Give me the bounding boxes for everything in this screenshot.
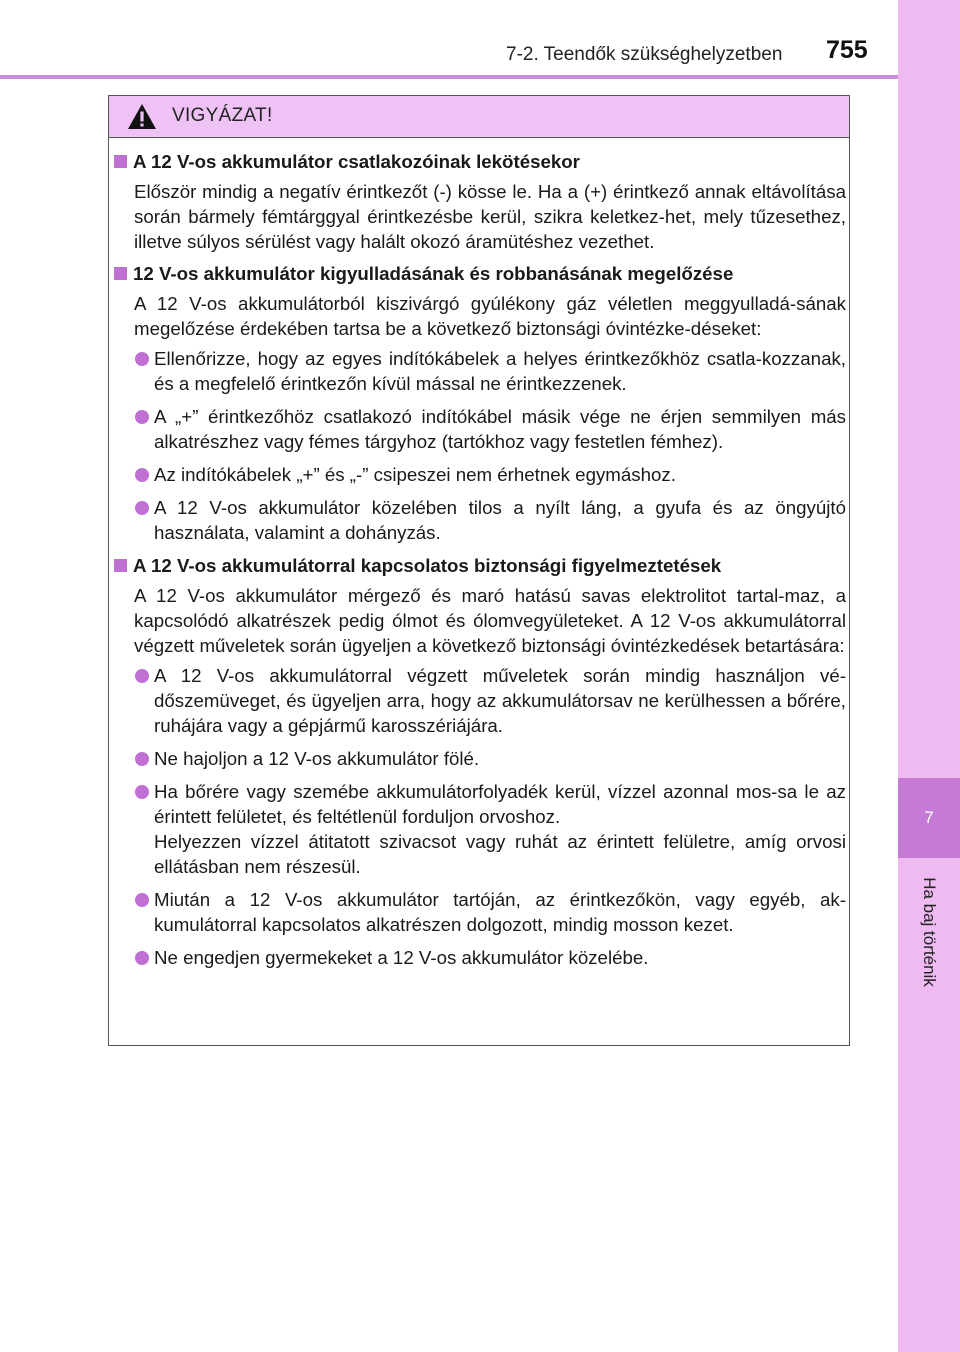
bullet-text: A „+” érintkezőhöz csatlakozó indítókábel másik vége ne érjen semmilyen más alkatrészhez vagy fémes tárgyhoz (tartókhoz vagy festetlen fémhez). bbox=[154, 406, 846, 452]
section-heading-text: A 12 V-os akkumulátorral kapcsolatos biztonsági figyelmeztetések bbox=[133, 555, 722, 576]
section-body: A 12 V-os akkumulátorból kiszivárgó gyúlékony gáz véletlen meggyulladá-sának megelőzése érdekében tartsa be a következő biztonsági óvintézke-déseket: bbox=[134, 293, 846, 339]
warning-section bbox=[113, 553, 846, 970]
page-number: 755 bbox=[826, 36, 868, 64]
chapter-label: Ha baj történik bbox=[920, 877, 939, 987]
bullet-text: A 12 V-os akkumulátorral végzett műveletek során mindig használjon vé-dőszemüveget, és ügyeljen arra, hogy az akkumulátorsav ne kerülhessen a bőrére, ruhájára vagy a gépjármű karosszériájára. bbox=[154, 665, 846, 736]
round-bullet-icon bbox=[135, 893, 149, 907]
section-title: 7-2. Teendők szükséghelyzetben bbox=[506, 44, 783, 65]
square-bullet-icon bbox=[114, 559, 127, 572]
bullet-text: Miután a 12 V-os akkumulátor tartóján, az érintkezőkön, vagy egyéb, ak-kumulátorral kapcsolatos alkatrészen dolgozott, mindig mosson kezet. bbox=[154, 889, 846, 935]
round-bullet-icon bbox=[135, 352, 149, 366]
round-bullet-icon bbox=[135, 501, 149, 515]
section-heading bbox=[113, 261, 846, 286]
bullet-list bbox=[113, 346, 846, 545]
warning-header bbox=[109, 96, 849, 138]
bullet-text: Ne hajoljon a 12 V-os akkumulátor fölé. bbox=[154, 748, 480, 769]
section-heading bbox=[113, 553, 846, 578]
warning-section bbox=[113, 261, 846, 545]
round-bullet-icon bbox=[135, 785, 149, 799]
bullet-text: Helyezzen vízzel átitatott szivacsot vagy ruhát az érintett felületre, amíg orvosi ellátásban nem részesül. bbox=[154, 831, 846, 877]
bullet-text: Ha bőrére vagy szemébe akkumulátorfolyadék kerül, vízzel azonnal mos-sa le az érintett felületet, és feltétlenül forduljon orvoshoz. bbox=[154, 781, 846, 827]
section-body: Először mindig a negatív érintkezőt (-) kösse le. Ha a (+) érintkező annak eltávolítása során bármely fémtárggyal érintkezésbe kerül, szikra keletkez-het, mely tűzesethez, illetve súlyos sérülést vagy halált okozó áramütéshez vezethet. bbox=[134, 181, 846, 252]
round-bullet-icon bbox=[135, 752, 149, 766]
bullet-text: Ne engedjen gyermekeket a 12 V-os akkumulátor közelébe. bbox=[154, 947, 649, 968]
header-rule bbox=[0, 75, 900, 79]
bullet-item bbox=[113, 945, 846, 970]
section-body: A 12 V-os akkumulátor mérgező és maró hatású savas elektrolitot tartal-maz, a kapcsolódó alkatrészek pedig ólmot és ólomvegyületeket. A 12 V-os akkumulátorral végzett műveletek során ügyeljen a következő biztonsági óvintézkedések betartására: bbox=[134, 585, 846, 656]
round-bullet-icon bbox=[135, 951, 149, 965]
bullet-item bbox=[113, 663, 846, 738]
bullet-text: Ellenőrizze, hogy az egyes indítókábelek a helyes érintkezőkhöz csatla-kozzanak, és a megfelelő érintkezőn kívül mással ne érintkezzenek. bbox=[154, 348, 846, 394]
warning-section bbox=[113, 149, 846, 254]
bullet-item bbox=[113, 404, 846, 454]
section-heading-text: 12 V-os akkumulátor kigyulladásának és robbanásának megelőzése bbox=[133, 263, 734, 284]
bullet-item bbox=[113, 779, 846, 879]
bullet-item bbox=[113, 346, 846, 396]
side-strip bbox=[898, 0, 960, 1352]
bullet-list bbox=[113, 663, 846, 970]
section-heading bbox=[113, 149, 846, 174]
square-bullet-icon bbox=[114, 267, 127, 280]
warning-content bbox=[113, 149, 846, 978]
section-heading-text: A 12 V-os akkumulátor csatlakozóinak lekötésekor bbox=[133, 151, 580, 172]
bullet-text: Az indítókábelek „+” és „-” csipeszei nem érhetnek egymáshoz. bbox=[154, 464, 676, 485]
round-bullet-icon bbox=[135, 468, 149, 482]
bullet-text: A 12 V-os akkumulátor közelében tilos a nyílt láng, a gyufa és az öngyújtó használata, valamint a dohányzás. bbox=[154, 497, 846, 543]
bullet-item bbox=[113, 887, 846, 937]
square-bullet-icon bbox=[114, 155, 127, 168]
bullet-item bbox=[113, 495, 846, 545]
round-bullet-icon bbox=[135, 410, 149, 424]
round-bullet-icon bbox=[135, 669, 149, 683]
bullet-item bbox=[113, 462, 846, 487]
bullet-item bbox=[113, 746, 846, 771]
warning-triangle-icon bbox=[127, 103, 157, 130]
chapter-number: 7 bbox=[924, 808, 934, 827]
warning-title: VIGYÁZAT! bbox=[172, 105, 273, 126]
warning-box bbox=[108, 95, 850, 1046]
